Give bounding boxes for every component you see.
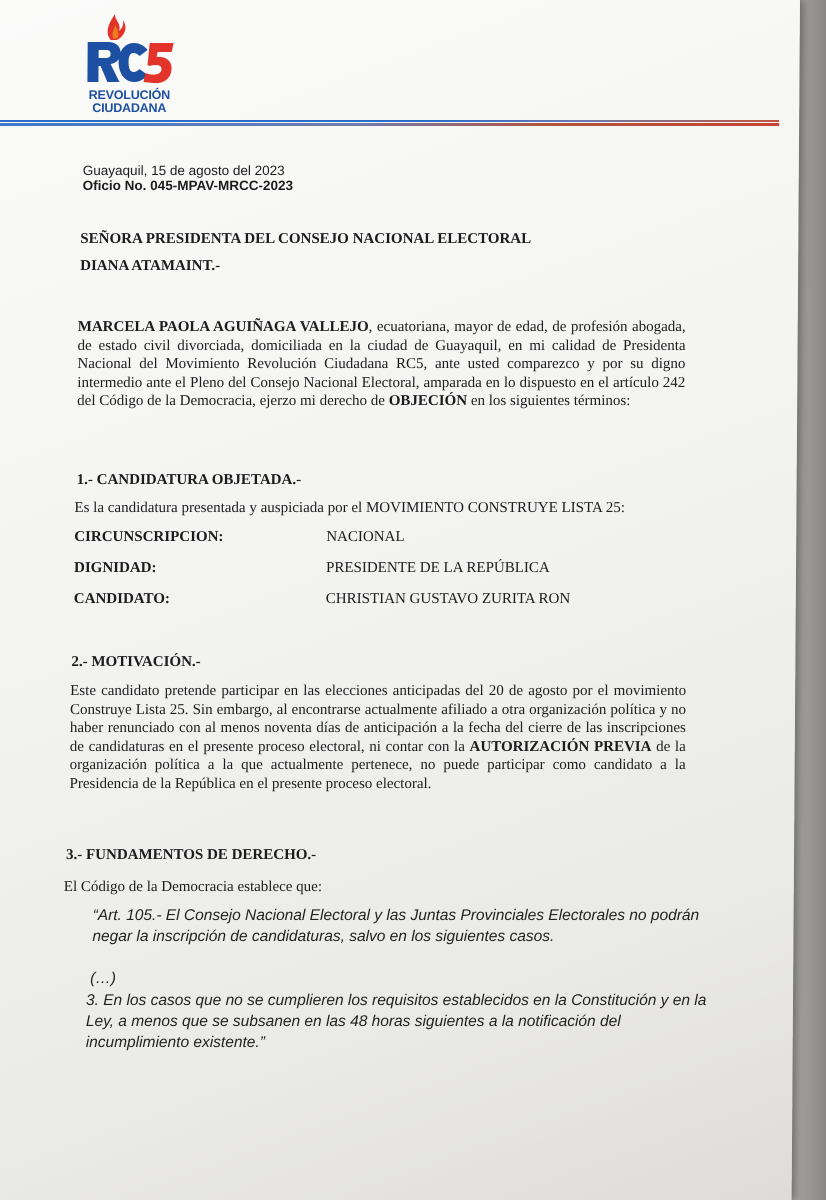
intro-paragraph	[77, 318, 686, 411]
field-value-candidato: CHRISTIAN GUSTAVO ZURITA RON	[325, 591, 571, 607]
section1-heading: 1.- CANDIDATURA OBJETADA.-	[76, 472, 302, 488]
motivation-text-2: de la organización política a la que actualmente pertenece, no puede participar como candidato a la Presidencia de la República en el presente proceso electoral.	[69, 738, 686, 792]
legal-quote-item3: 3. En los casos que no se cumplieren los requisitos establecidos en la Constitución y en la Ley, a menos que se subsanen en las 48 horas siguientes a la notificación del incumplimiento existente.”	[85, 992, 707, 1051]
field-label-circunscripcion: CIRCUNSCRIPCION:	[74, 529, 224, 545]
intro-text-1: , ecuatoriana, mayor de edad, de profesión abogada, de estado civil divorciada, domiciliada en la ciudad de Guayaquil, en mi calidad de Presidenta Nacional del Movimiento Revolución Ciudadana RC5, ante usted comparezco y por su digno intermedio ante el Pleno del Consejo Nacional Electoral, amparada en lo dispuesto en el artículo 242 del Código de la Democracia, ejerzo mi derecho de	[77, 319, 686, 409]
section3-intro: El Código de la Democracia establece que:	[63, 879, 323, 895]
addressee-name: DIANA ATAMAINT.-	[80, 258, 221, 274]
rc5-logo-icon	[83, 6, 176, 90]
signer-name: MARCELA PAOLA AGUIÑAGA VALLEJO	[77, 319, 369, 335]
addressee-title: SEÑORA PRESIDENTA DEL CONSEJO NACIONAL ELECTORAL	[80, 231, 532, 247]
objection-emphasis: OBJECIÓN	[388, 393, 468, 409]
motivation-text-1: Este candidato pretende participar en las elecciones anticipadas del 20 de agosto por el movimiento Construye Lista 25. Sin embargo, al encontrarse actualmente afiliado a otra organización política y no haber renunciado con al menos noventa días de anticipación a la fecha del cierre de las inscripciones de candidaturas en el presente proceso electoral, ni contar con la	[69, 683, 687, 755]
motivation-paragraph	[69, 682, 686, 793]
legal-quote-ellipsis: (…)	[90, 970, 117, 987]
party-logo	[83, 6, 176, 115]
section1-intro: Es la candidatura presentada y auspiciada por el MOVIMIENTO CONSTRUYE LISTA 25:	[74, 500, 625, 516]
authorization-emphasis: AUTORIZACIÓN PREVIA	[469, 738, 652, 755]
section2-heading: 2.- MOTIVACIÓN.-	[71, 654, 201, 670]
field-value-circunscripcion: NACIONAL	[326, 529, 405, 545]
intro-text-2: en los siguientes términos:	[467, 393, 631, 409]
field-value-dignidad: PRESIDENTE DE LA REPÚBLICA	[325, 560, 550, 576]
logo-text-line1: REVOLUCIÓN	[88, 88, 171, 102]
section3-heading: 3.- FUNDAMENTOS DE DERECHO.-	[65, 847, 317, 863]
letter-reference: Oficio No. 045-MPAV-MRCC-2023	[82, 178, 294, 193]
field-label-dignidad: DIGNIDAD:	[73, 560, 157, 576]
header-rule	[0, 120, 779, 126]
letter-date: Guayaquil, 15 de agosto del 2023	[82, 163, 285, 178]
logo-text-line2: CIUDADANA	[92, 101, 167, 115]
legal-quote-article: “Art. 105.- El Consejo Nacional Electoral y las Juntas Provinciales Electorales no podrán negar la inscripción de candidaturas, salvo en los siguientes casos.	[92, 907, 700, 945]
field-label-candidato: CANDIDATO:	[73, 591, 170, 607]
